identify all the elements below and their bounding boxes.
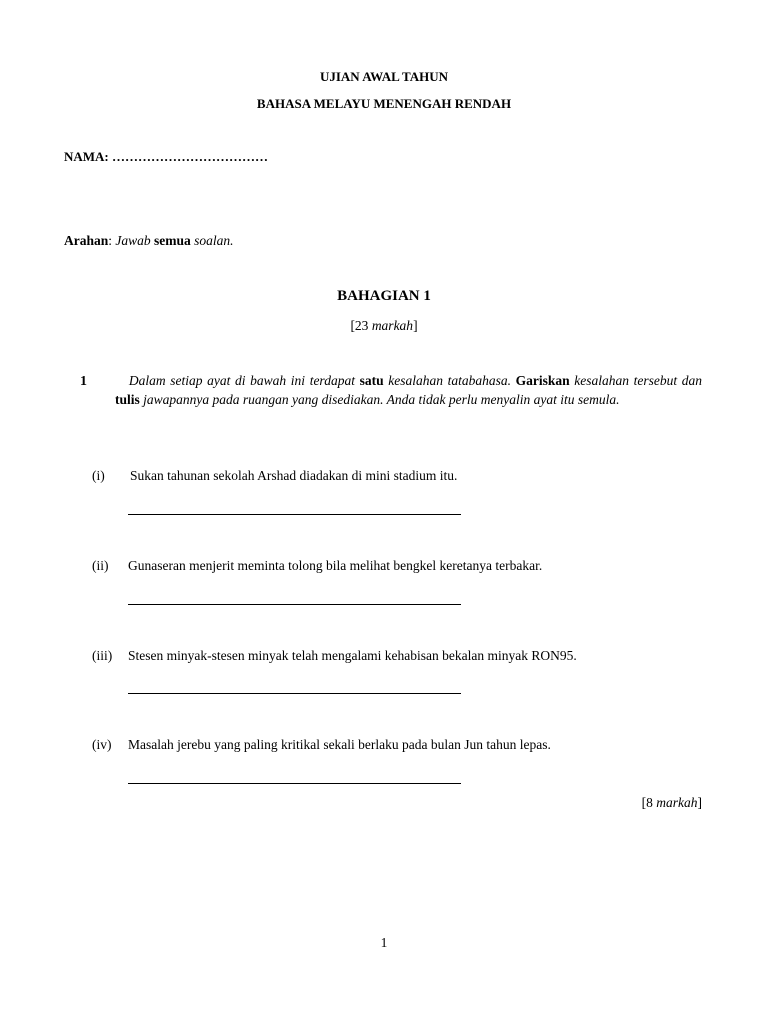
- instr-part1: Dalam setiap ayat di bawah ini terdapat: [128, 373, 360, 388]
- item-sentence: Sukan tahunan sekolah Arshad diadakan di mini stadium itu.: [130, 468, 458, 483]
- section-marks: [0, 318, 768, 334]
- question-instruction: [115, 372, 702, 409]
- instr-bold-tulis: tulis: [115, 391, 140, 407]
- instr-bold-gariskan: Gariskan: [515, 373, 570, 388]
- page-number: 1: [380, 935, 388, 950]
- item-number: (ii): [92, 558, 109, 573]
- section-marks-word: markah: [371, 318, 414, 333]
- answer-line[interactable]: [128, 693, 461, 694]
- item-number: (iii): [92, 648, 113, 663]
- answer-line[interactable]: [128, 604, 461, 605]
- instr-part4: jawapannya pada ruangan yang disediakan. Anda tidak perlu menyalin ayat itu semula.: [139, 391, 620, 407]
- item-sentence: Masalah jerebu yang paling kritikal sekali berlaku pada bulan Jun tahun lepas.: [128, 737, 551, 752]
- instructions: [64, 233, 234, 249]
- instructions-word-semua: semua: [154, 233, 191, 248]
- item-number: (iv): [92, 737, 112, 752]
- question-marks-close: ]: [697, 795, 702, 810]
- question-marks-word: markah: [656, 795, 698, 810]
- instructions-colon: :: [108, 233, 116, 248]
- question-number: 1: [80, 374, 87, 389]
- instr-part2: kesalahan tatabahasa.: [383, 373, 516, 388]
- instr-bold-satu: satu: [359, 373, 384, 388]
- section-marks-close: ]: [413, 318, 418, 333]
- name-field-label: NAMA: ………………………………: [64, 149, 269, 164]
- answer-line[interactable]: [128, 514, 461, 515]
- question-marks: [642, 795, 702, 811]
- exam-title: UJIAN AWAL TAHUN: [319, 69, 449, 84]
- instr-part3: kesalahan tersebut dan: [569, 373, 703, 388]
- instructions-word-jawab: Jawab: [115, 233, 151, 248]
- item-sentence: Gunaseran menjerit meminta tolong bila melihat bengkel keretanya terbakar.: [128, 558, 543, 573]
- section-marks-open: [23: [350, 318, 372, 333]
- section-title: BAHAGIAN 1: [337, 288, 431, 304]
- exam-subtitle: BAHASA MELAYU MENENGAH RENDAH: [256, 96, 512, 111]
- instructions-word-soalan: soalan.: [194, 233, 234, 248]
- item-sentence: Stesen minyak-stesen minyak telah mengalami kehabisan bekalan minyak RON95.: [128, 648, 577, 663]
- answer-line[interactable]: [128, 783, 461, 784]
- question-marks-open: [8: [641, 795, 657, 810]
- item-number: (i): [92, 468, 105, 483]
- instructions-label: Arahan: [64, 233, 109, 248]
